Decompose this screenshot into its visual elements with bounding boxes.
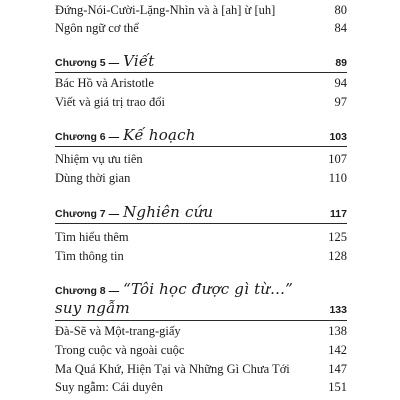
chapter-subname: suy ngẫm [55,299,130,317]
toc-entry-page: 128 [328,249,347,263]
toc-entry-page: 125 [328,230,347,244]
toc-entry-page: 138 [328,324,347,338]
toc-entry-page: 142 [328,343,347,357]
toc-entry [55,95,347,113]
toc-entry-title: Đà-Sẽ và Một-trang-giấy [55,324,181,338]
chapter-name: “Tôi học được gì từ...” [123,280,293,298]
chapter-heading-6 [55,126,347,145]
toc-entry-page: 84 [334,21,347,35]
chapter-label: Chương 5 — [55,57,120,69]
chapter-name: Viết [123,52,155,70]
toc-entry-title: Viết và giá trị trao đổi [55,95,165,109]
toc-entry [55,76,347,94]
toc-entry-title: Nhiệm vụ ưu tiên [55,152,143,166]
chapter-label: Chương 8 — [55,285,120,297]
toc-entry-title: Dùng thời gian [55,171,131,185]
toc-entry-title: Ngôn ngữ cơ thể [55,21,139,35]
toc-entry-page: 147 [328,362,347,376]
toc-entry [55,152,347,170]
toc-entry [55,171,347,189]
toc-entry [55,3,347,21]
toc-entry-title: Đứng-Nói-Cười-Lặng-Nhìn và à [ah] ừ [uh] [55,3,276,17]
chapter-heading-7 [55,203,347,222]
toc-entry-title: Suy ngẫm: Cái duyên [55,380,163,394]
toc-entry-title: Bác Hồ và Aristotle [55,76,154,90]
toc-entry-title: Trong cuộc và ngoài cuộc [55,343,185,357]
toc-entry-page: 94 [334,76,347,90]
toc-entry [55,21,347,39]
toc-entry [55,380,347,398]
chapter-divider [55,146,347,147]
toc-entry-page: 80 [334,3,347,17]
chapter-heading-8-cont [55,299,347,317]
chapter-heading-5 [55,52,347,71]
chapter-page: 89 [335,57,347,69]
toc-entry-page: 151 [328,380,347,394]
chapter-name: Nghiên cứu [123,203,214,221]
toc-entry-page: 110 [328,171,347,185]
chapter-label: Chương 7 — [55,208,120,220]
toc-entry-title: Ma Quá Khứ, Hiện Tại và Những Gì Chưa Tới [55,362,290,376]
chapter-divider [55,320,347,321]
chapter-divider [55,223,347,224]
chapter-page: 103 [329,131,347,143]
toc-entry-title: Tìm hiểu thêm [55,230,129,244]
chapter-name: Kế hoạch [123,126,196,144]
toc-entry-title: Tìm thông tin [55,249,124,263]
chapter-page: 117 [330,208,347,220]
chapter-heading-8 [55,280,347,299]
toc-entry [55,362,347,380]
toc-entry [55,230,347,248]
toc-entry [55,324,347,342]
chapter-label: Chương 6 — [55,131,120,143]
toc-entry-page: 97 [334,95,347,109]
chapter-page: 133 [329,304,347,316]
toc-entry-page: 107 [328,152,347,166]
toc-entry [55,249,347,267]
chapter-divider [55,72,347,73]
toc-entry [55,343,347,361]
